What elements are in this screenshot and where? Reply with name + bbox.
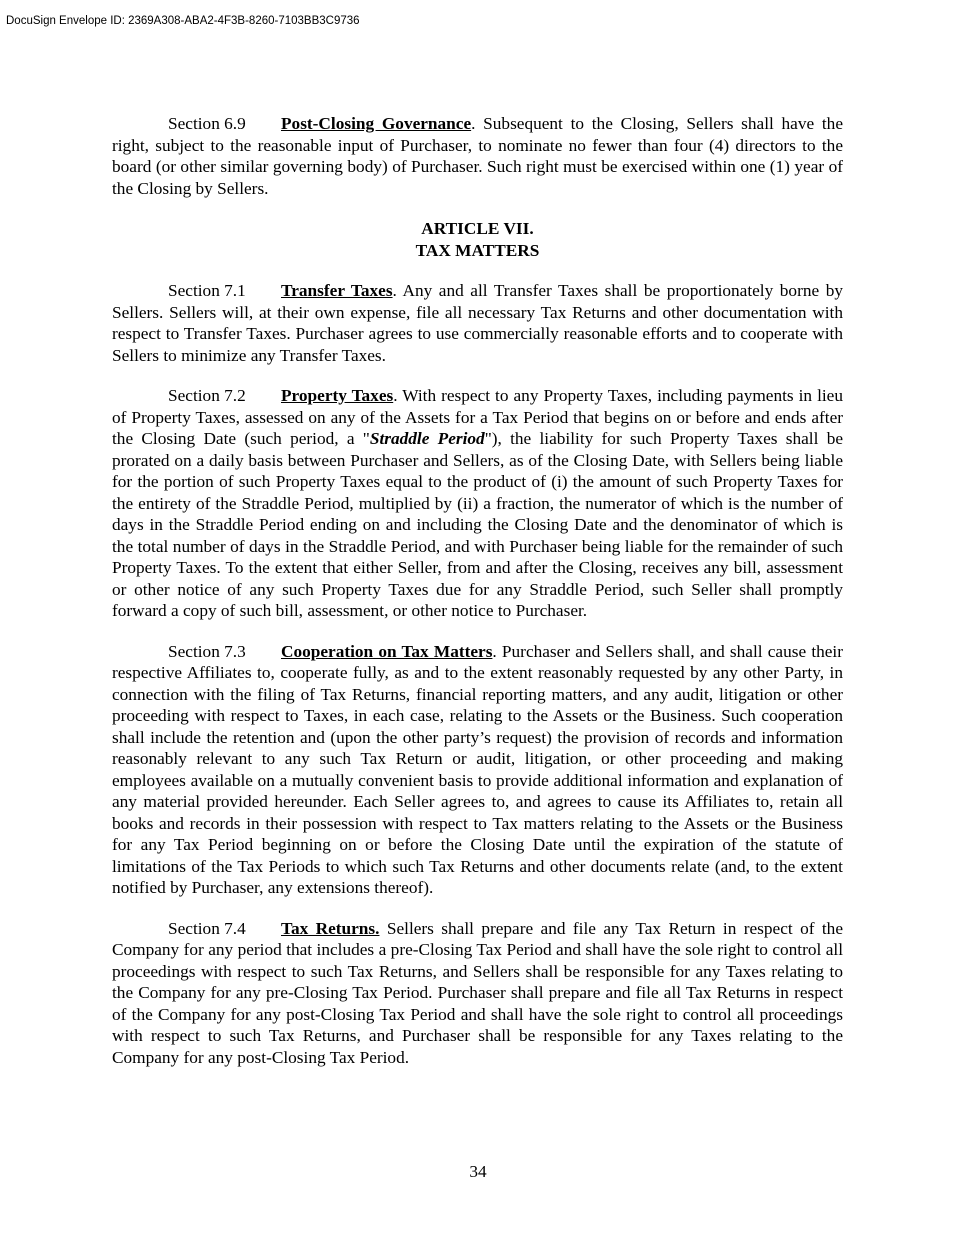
section-title: Tax Returns. [281, 918, 380, 938]
page-number: 34 [469, 1162, 487, 1181]
section-title: Property Taxes [281, 386, 394, 405]
section-text: . With respect to any Property Taxes, including payments in lieu of Property Taxes, assessed on any of the Assets for a Tax Period that begins on or before and ends after the Closing Date (such period, a " [112, 386, 843, 448]
section-title: Cooperation on Tax Matters [281, 641, 493, 661]
section-7-3 [112, 641, 843, 899]
article-number: ARTICLE VII. [421, 219, 534, 238]
section-title: Transfer Taxes [281, 281, 393, 300]
defined-term: Straddle Period [369, 429, 485, 448]
section-7-1 [112, 280, 843, 366]
section-label: Section 6.9 [168, 114, 246, 133]
section-label: Section 7.2 [168, 386, 246, 405]
section-7-4 [112, 918, 843, 1069]
section-text: . Any and all Transfer Taxes shall be proportionately borne by Sellers. Sellers will, at their own expense, file all necessary Tax Returns and other documentation with respect to Transfer Taxes. Purchaser agrees to use commercially reasonable efforts and to cooperate with Sellers to minimize any Transfer Taxes. [112, 281, 843, 365]
article-title: TAX MATTERS [415, 240, 540, 260]
document-body [112, 113, 843, 1068]
section-label: Section 7.4 [168, 918, 246, 938]
section-label: Section 7.1 [168, 281, 246, 300]
section-text: . Purchaser and Sellers shall, and shall cause their respective Affiliates to, cooperate fully, as and to the extent reasonably requested by any other Party, in connection with the filing of Tax Returns, financial reporting matters, and any audit, litigation or other proceeding with respect to Taxes, in each case, relating to the Assets or the Business. Such cooperation shall include the retention and (upon the other party’s request) the provision of records and information reasonably relevant to any such Tax Return or audit, litigation, or other proceeding and making employees available on a mutually convenient basis to provide additional information and explanation of any material provided hereunder. Each Seller agrees to, and agrees to cause its Affiliates to, retain all books and records in their possession with respect to Tax matters relating to the Assets or the Business for any Tax Period beginning on or before the Closing Date until the expiration of the statute of limitations of the Tax Periods to which such Tax Returns and other documents relate (and, to the extent notified by Purchaser, any extensions thereof). [112, 641, 843, 897]
section-6-9 [112, 113, 843, 199]
section-text: Sellers shall prepare and file any Tax Return in respect of the Company for any period that includes a pre-Closing Tax Period and shall have the sole right to control all proceedings with respect to such Tax Returns, and Sellers shall be responsible for any Taxes relating to the Company for any pre-Closing Tax Period. Purchaser shall prepare and file all Tax Returns in respect of the Company for any post-Closing Tax Period and shall have the sole right to control all proceedings with respect to such Tax Returns, and Purchaser shall be responsible for any Taxes relating to the Company for any post-Closing Tax Period. [112, 918, 843, 1067]
article-heading [112, 218, 843, 261]
section-text: . Subsequent to the Closing, Sellers shall have the right, subject to the reasonable input of Purchaser, to nominate no fewer than four (4) directors to the board (or other similar governing body) of Purchaser. Such right must be exercised within one (1) year of the Closing by Sellers. [112, 114, 843, 198]
envelope-id: DocuSign Envelope ID: 2369A308-ABA2-4F3B-8260-7103BB3C9736 [6, 15, 360, 27]
section-text-continued: "), the liability for such Property Taxes shall be prorated on a daily basis between Purchaser and Sellers, as of the Closing Date, with Sellers being liable for the portion of such Property Taxes equal to the product of (i) the amount of such Property Taxes for the entirety of the Straddle Period, multiplied by (ii) a fraction, the numerator of which is the number of days in the Straddle Period ending on and including the Closing Date and the denominator of which is the total number of days in the Straddle Period, and with Purchaser being liable for the remainder of such Property Taxes. To the extent that either Seller, from and after the Closing, receives any bill, assessment or other notice of any such Property Taxes due for any Straddle Period, such Seller shall promptly forward a copy of such bill, assessment, or other notice to Purchaser. [112, 429, 843, 620]
section-title: Post-Closing Governance [281, 114, 472, 133]
section-label: Section 7.3 [168, 641, 246, 661]
section-7-2 [112, 385, 843, 622]
